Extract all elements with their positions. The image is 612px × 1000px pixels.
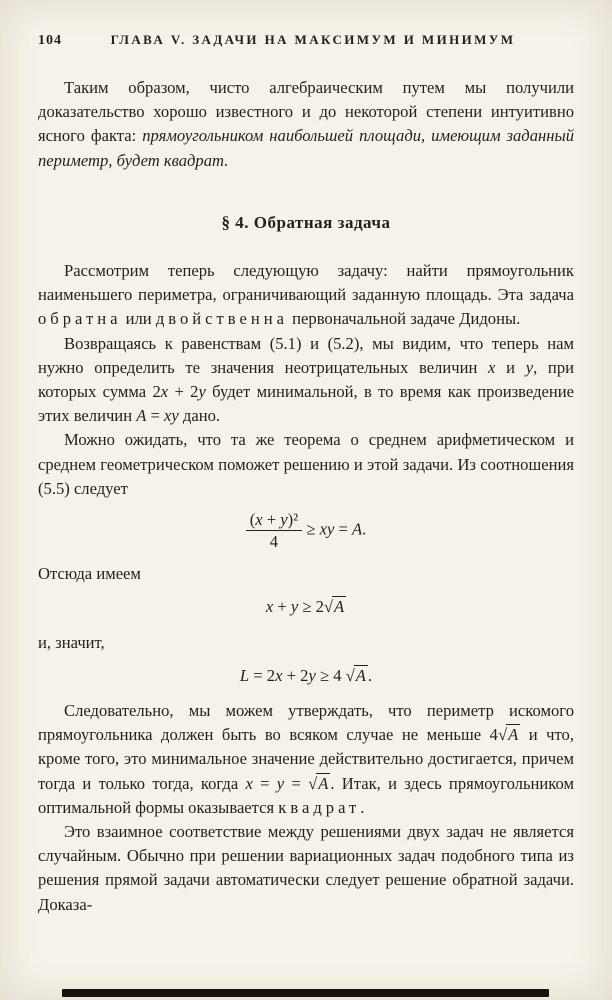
fraction-denominator: 4 — [246, 530, 302, 551]
page-number: 104 — [38, 33, 62, 48]
para-consequently: Следовательно, мы можем утверждать, что периметр искомого прямоугольника должен быть во всяком случае не меньше 4√A и что, кроме того, это минимальное значение действительно достигается, причем тогда и только тогда, когда x = y = √A . Итак, и здесь прямоугольником оптимальной формы оказывается квадрат. — [38, 701, 574, 817]
para-mutual: Это взаимное соответствие между решениями двух задач не является случайным. Обычно при решении вариационных задач подобного типа из решения прямой задачи автоматически следует решение обратной задачи. Доказа- — [38, 822, 574, 914]
body-text — [38, 76, 574, 917]
para-returning: Возвращаясь к равенствам (5.1) и (5.2), мы видим, что теперь нам нужно определить те значения неотрицательных величин x и y, при которых сумма 2x + 2y будет минимальной, в то время как произведение этих величин A = xy дано. — [38, 333, 575, 426]
formula-am-gm-rest: ≥ xy = A. — [306, 519, 367, 539]
para-expect: Можно ожидать, что та же теорема о среднем арифметическом и среднем геометрическом поможет решению и этой задачи. Из соотношения (5.5) следует — [38, 430, 574, 498]
fraction — [246, 510, 302, 551]
running-header — [38, 32, 574, 52]
text-block — [38, 32, 574, 917]
section-heading: § 4. Обратная задача — [221, 212, 391, 232]
formula-perimeter-bound: L = 2x + 2y ≥ 4 √A . — [239, 665, 373, 685]
running-head-title: ГЛАВА V. ЗАДАЧИ НА МАКСИМУМ И МИНИМУМ — [110, 32, 516, 47]
text-and-thus: и, значит, — [38, 632, 105, 652]
formula-sum-bound: x + y ≥ 2√A — [265, 597, 345, 617]
scan-artifact-bar — [62, 989, 549, 997]
para-intro: Таким образом, чисто алгебраическим путем мы получили доказательство хорошо известного и до некоторой степени интуитивно ясного факта: прямоугольником наибольшей площади, имеющим заданный периметр, будет квадрат. — [38, 78, 574, 170]
formula-am-gm — [38, 510, 574, 551]
text-hence: Отсюда имеем — [38, 564, 141, 584]
fraction-numerator: (x + y)² — [249, 510, 299, 530]
para-dido: Рассмотрим теперь следующую задачу: найти прямоугольник наименьшего периметра, ограничивающий заданную площадь. Эта задача обратна или двойственна первоначальной задаче Дидоны. — [38, 261, 574, 329]
